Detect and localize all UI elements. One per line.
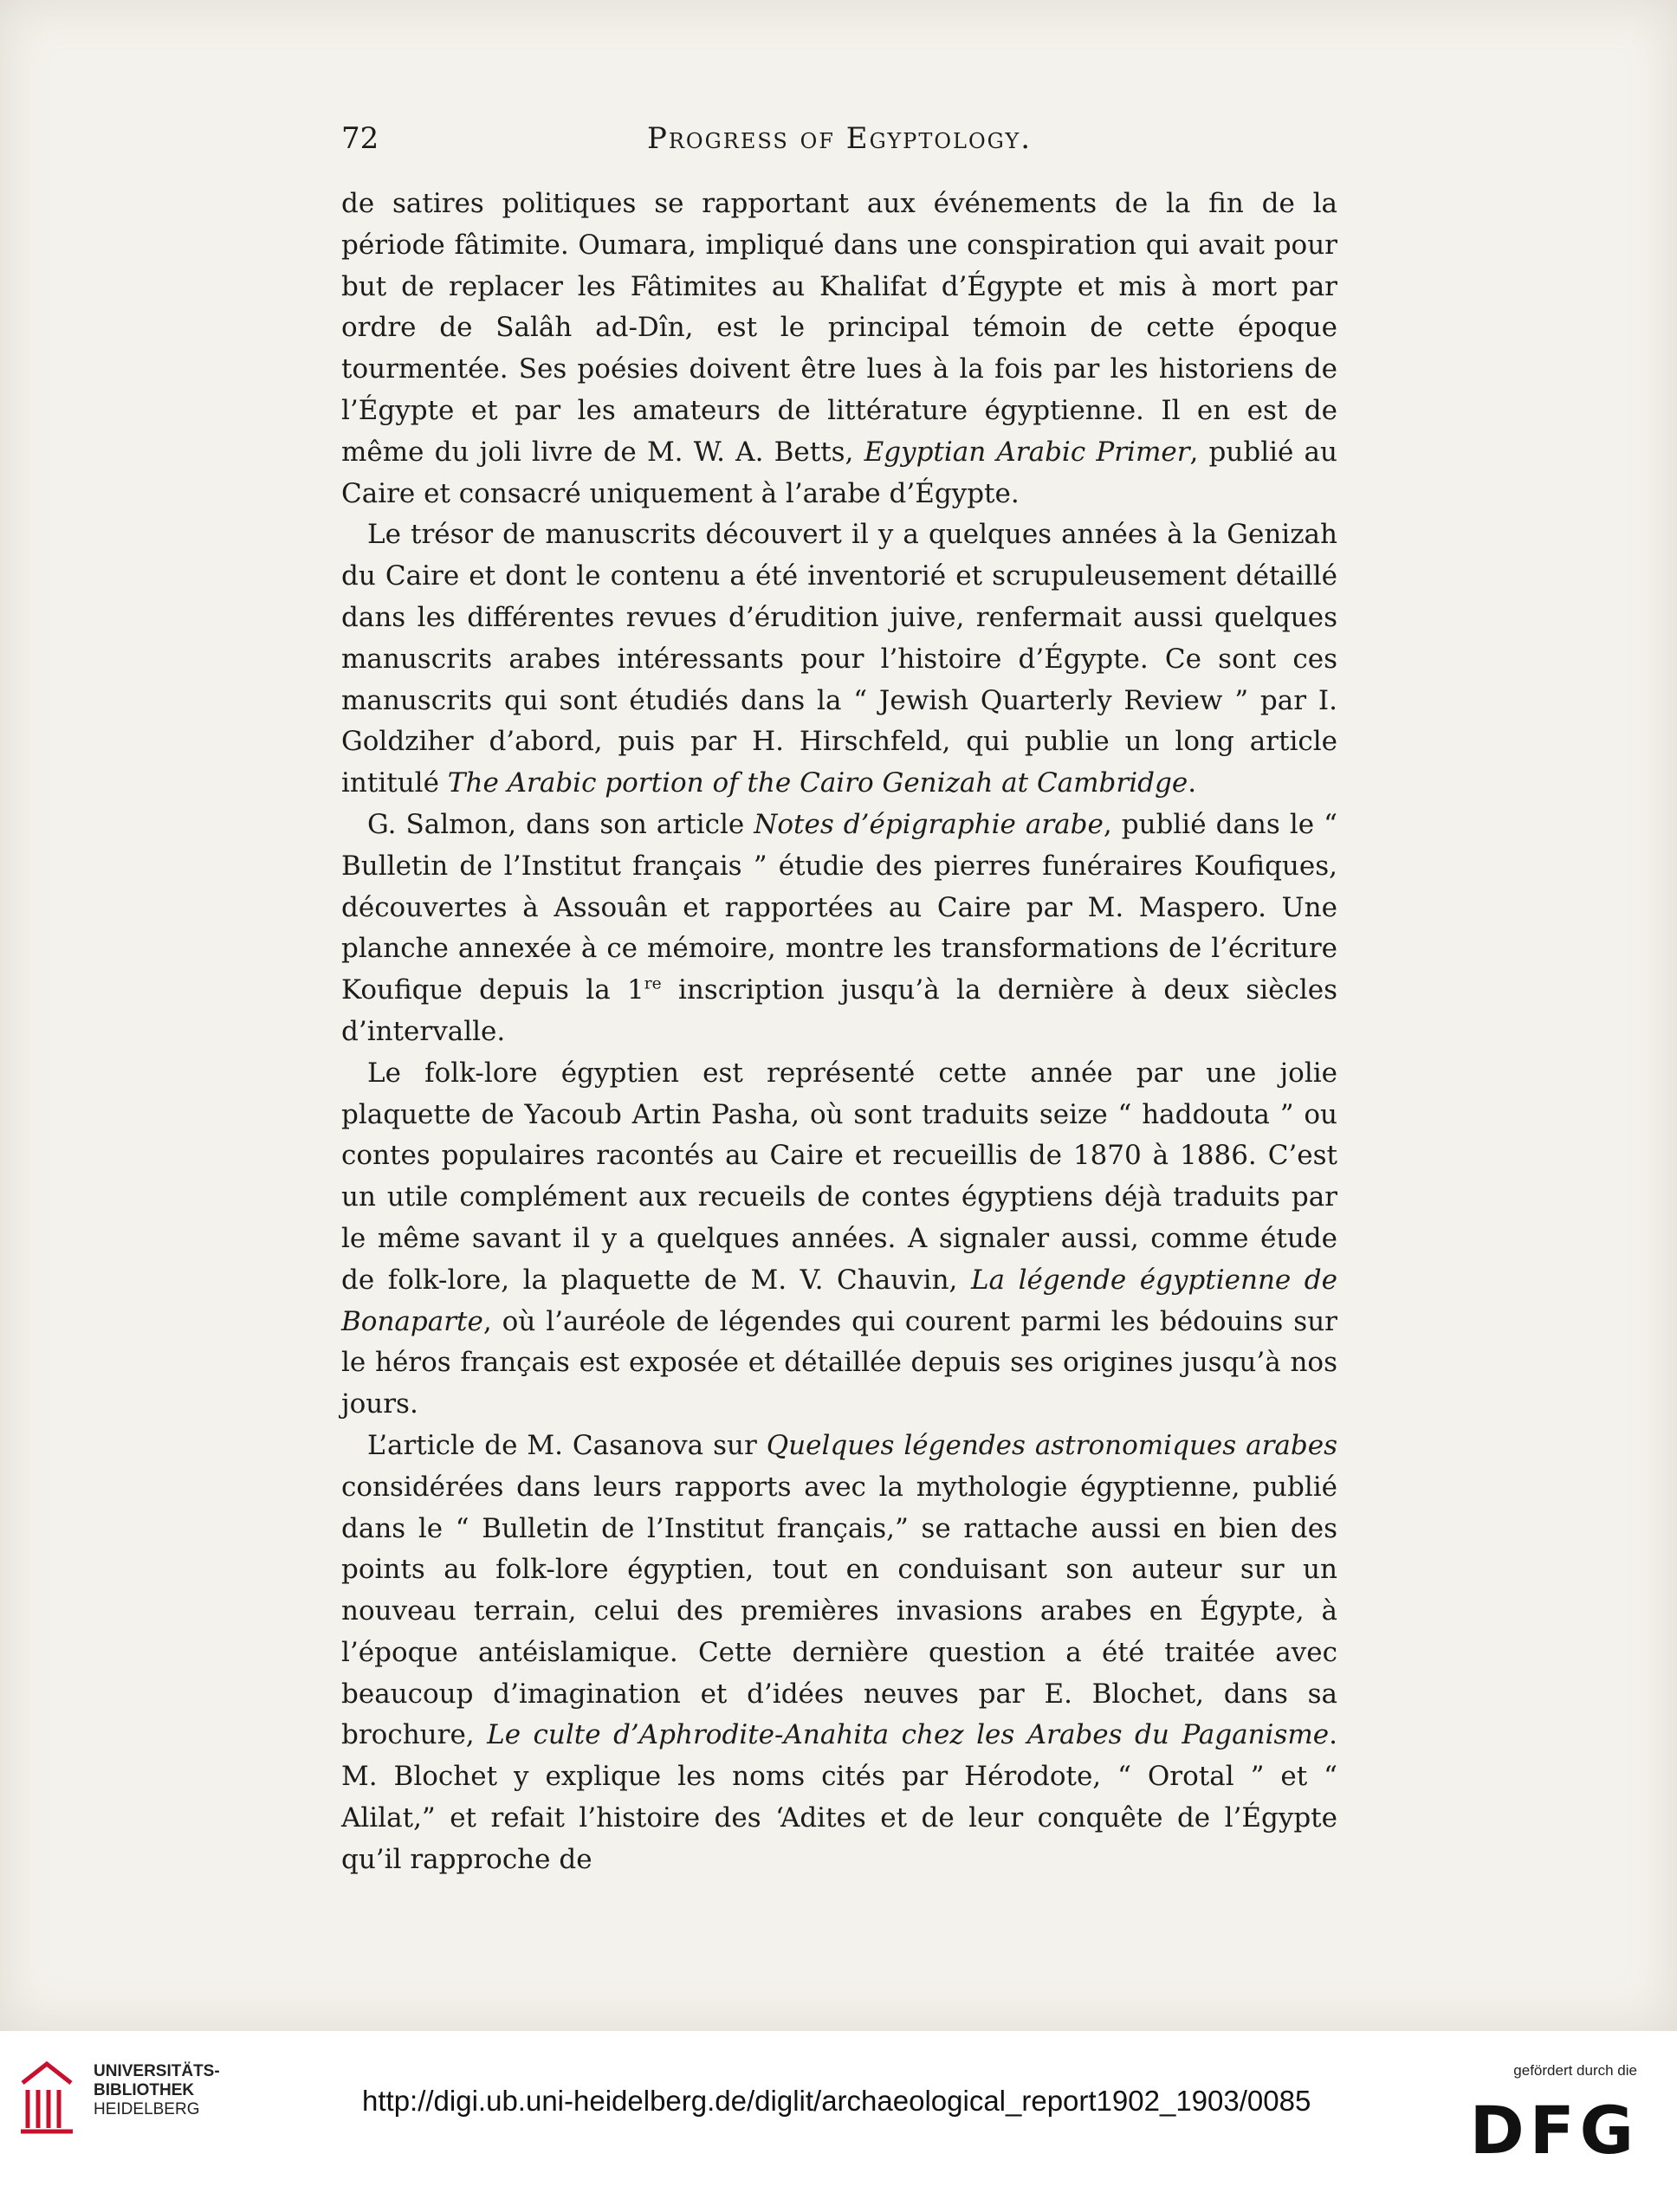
- text-run: Le trésor de manuscrits découvert il y a quelques années à la Genizah du Caire et dont le contenu a été inventorié et scrupuleusement détaillé dans les différentes revues d’érudition juive, renfermait aussi quelques manuscrits arabes intéressants pour l’histoire d’Égypte. Ce sont ces manuscrits qui sont étudiés dans la “ Jewish Quarterly Review ” par I. Goldziher d’abord, puis par H. Hirschfeld, qui publie un long article intitulé: [341, 519, 1337, 799]
- running-title: Progress of Egyptology.: [646, 121, 1033, 156]
- text-run: , publié au Caire et consacré uniquement à l’arabe d’Égypte.: [341, 436, 1338, 509]
- source-url-link[interactable]: http://digi.ub.uni-heidelberg.de/diglit/archaeological_report1902_1903/0085: [362, 2085, 1311, 2117]
- superscript: re: [644, 974, 662, 993]
- book-title: Notes d’épigraphie arabe: [754, 808, 1104, 840]
- paragraph-2: [341, 514, 1337, 805]
- library-logo-icon: [16, 2057, 78, 2135]
- paragraph-4: [341, 1053, 1337, 1426]
- page-header: [341, 121, 1337, 165]
- text-run: inscription jusqu’à la dernière à deux siècles d’intervalle.: [341, 974, 1337, 1047]
- library-name-line: HEIDELBERG: [94, 2100, 200, 2118]
- page-number: 72: [341, 121, 379, 156]
- text-run: considérées dans leurs rapports avec la mythologie égyptienne, publié dans le “ Bulletin de l’Institut français,” se rattache aussi en bien des points au folk-lore égyptien, tout en conduisant son auteur sur un nouveau terrain, celui des premières invasions arabes en Égypte, à l’époque antéislamique. Cette dernière question a été traitée avec beaucoup d’imagination et d’idées neuves par E. Blochet, dans sa brochure,: [341, 1471, 1337, 1751]
- book-title: The Arabic portion of the Cairo Genizah at Cambridge: [447, 767, 1188, 799]
- library-name-line: UNIVERSITÄTS-: [94, 2062, 220, 2080]
- text-run: L’article de M. Casanova sur: [367, 1429, 767, 1461]
- text-run: . M. Blochet y explique les noms cités par Hérodote, “ Orotal ” et “ Alilat,” et refait l’histoire des ‘Adites et de leur conquête de l’Égypte qu’il rapproche de: [341, 1719, 1337, 1875]
- text-run: , publié dans le “ Bulletin de l’Institut français ” étudie des pierres funéraires Koufiques, découvertes à Assouân et rapportées au Caire par M. Maspero. Une planche annexée à ce mémoire, montre les transformations de l’écriture Koufique depuis la 1: [341, 808, 1337, 1006]
- dfg-logo: DFG: [1469, 2092, 1639, 2169]
- library-name: [94, 2062, 220, 2119]
- text-run: G. Salmon, dans son article: [367, 808, 754, 840]
- paragraph-1: [341, 184, 1337, 514]
- paragraph-5: [341, 1426, 1337, 1881]
- text-run: de satires politiques se rapportant aux événements de la fin de la période fâtimite. Oumara, impliqué dans une conspiration qui avait pour but de replacer les Fâtimites au Khalifat d’Égypte et mis à mort par ordre de Salâh ad-Dîn, est le principal témoin de cette époque tourmentée. Ses poésies doivent être lues à la fois par les historiens de l’Égypte et par les amateurs de littérature égyptienne. Il en est de même du joli livre de M. W. A. Betts,: [341, 188, 1337, 468]
- library-name-line: BIBLIOTHEK: [94, 2081, 195, 2099]
- book-title: La légende égyptienne de Bonaparte: [341, 1264, 1337, 1337]
- text-run: .: [1188, 767, 1197, 799]
- paragraph-3: [341, 805, 1337, 1053]
- text-run: , où l’auréole de légendes qui courent parmi les bédouins sur le héros français est exposée et détaillée depuis ses origines jusqu’à nos jours.: [341, 1305, 1337, 1420]
- book-title: Le culte d’Aphrodite-Anahita chez les Arabes du Paganisme: [487, 1719, 1330, 1751]
- footer-bar: [0, 2031, 1677, 2212]
- funded-by-label: gefördert durch die: [1513, 2062, 1637, 2079]
- body-text: [341, 184, 1337, 1881]
- text-run: Le folk-lore égyptien est représenté cette année par une jolie plaquette de Yacoub Artin Pasha, où sont traduits seize “ haddouta ” ou contes populaires racontés au Caire et recueillis de 1870 à 1886. C’est un utile complément aux recueils de contes égyptiens déjà traduits par le même savant il y a quelques années. A signaler aussi, comme étude de folk-lore, la plaquette de M. V. Chauvin,: [341, 1057, 1337, 1296]
- book-title: Egyptian Arabic Primer: [864, 436, 1190, 468]
- book-title: Quelques légendes astronomiques arabes: [766, 1429, 1337, 1461]
